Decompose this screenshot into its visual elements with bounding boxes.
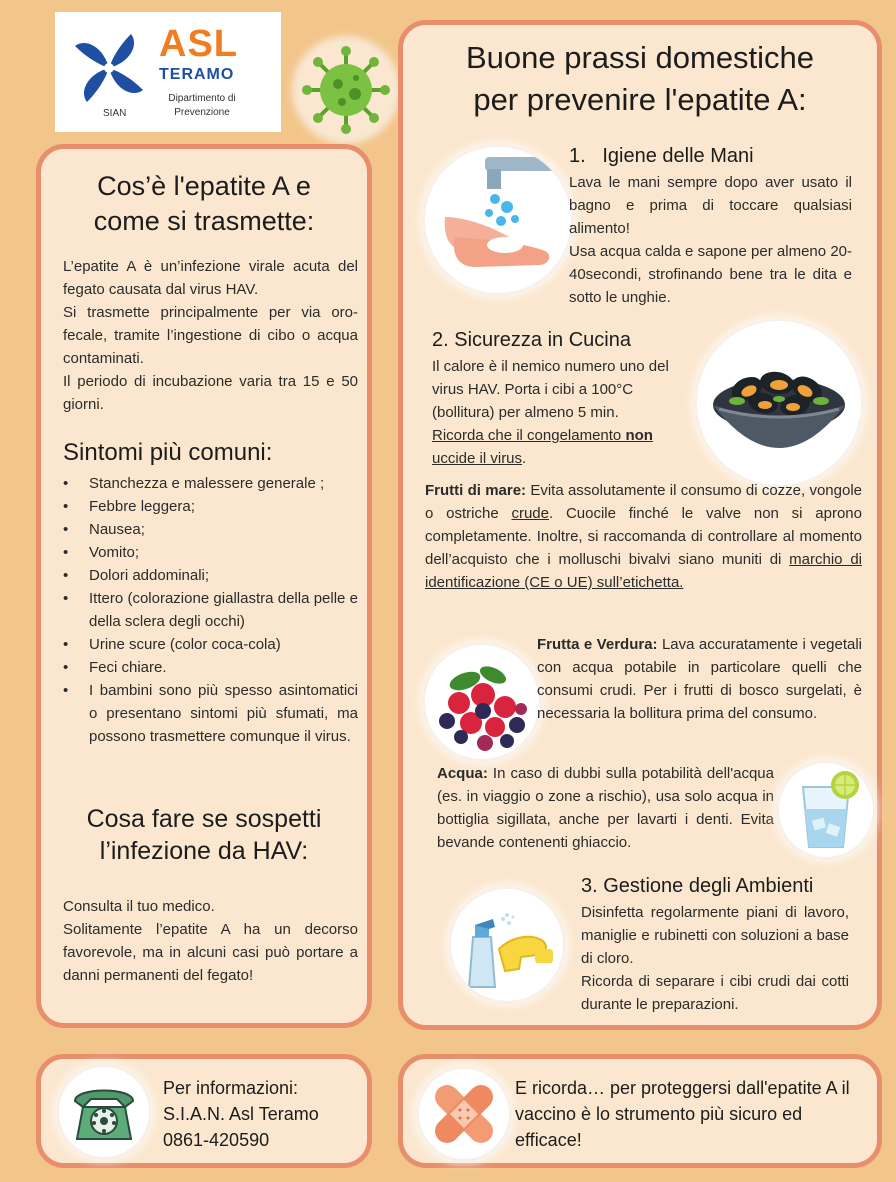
hand-hygiene-paragraph: Lava le mani sempre dopo aver usato il bagno e prima di toccare qualsiasi alimento! [569, 174, 852, 237]
contact-phone[interactable]: 0861-420590 [163, 1130, 270, 1150]
practices-title-line1: Buone prassi domestiche [465, 40, 815, 75]
symptom-item: • Vomito; [63, 541, 358, 564]
section-title: Igiene delle Mani [602, 145, 754, 167]
what-is-title-line2: come si trasmette: [93, 205, 315, 236]
intro-text [63, 255, 358, 416]
practices-title [413, 37, 867, 121]
logo-department [155, 92, 249, 120]
what-is-title-line1: Cos’è l'epatite A e [97, 171, 311, 201]
contact-label: Per informazioni: [163, 1078, 299, 1098]
seafood-part: . Cuocile finché le valve non si aprono completamente. Inoltre, si raccomanda di controllare al momento dell’acquisto che i molluschi bivalvi siano muniti di [425, 505, 862, 568]
contact-text [163, 1075, 319, 1153]
freeze-note-emphasis: non [625, 427, 653, 444]
what-is-title [51, 169, 357, 238]
logo-department-line2: Prevenzione [174, 107, 230, 118]
suspect-text [63, 895, 358, 987]
practices-title-line2: per prevenire l'epatite A: [473, 82, 807, 117]
freeze-note-part: uccide il virus [432, 450, 523, 467]
virus-icon [298, 42, 394, 138]
kitchen-paragraph: Il calore è il nemico numero uno del virus HAV. Porta i cibi a 100°C (bollitura) per almeno 5 min. [432, 358, 669, 421]
hepatitis-info-panel [36, 144, 372, 1028]
good-practices-panel [398, 20, 882, 1030]
water-label: Acqua: [437, 765, 488, 782]
section-environment-title: 3. Gestione degli Ambienti [581, 875, 814, 897]
suspect-title-line1: Cosa fare se sospetti [86, 805, 322, 833]
contact-info-panel [36, 1054, 372, 1168]
seafood-raw-emphasis: crude [511, 505, 549, 522]
kitchen-text [432, 355, 692, 470]
symptom-item: • Feci chiare. [63, 656, 358, 679]
water-body: In caso di dubbi sulla potabilità dell'acqua (es. in viaggio o zone a rischio), usa solo acqua in bottiglia sigillata, anche per lavarti i denti. Evita bevande contenenti ghiaccio. [437, 765, 774, 851]
seafood-text [425, 479, 862, 594]
fruit-veg-text [537, 633, 862, 725]
environment-paragraph: Disinfetta regolarmente piani di lavoro, maniglie e rubinetti con soluzioni a base di cloro. [581, 904, 849, 967]
symptom-item: • Dolori addominali; [63, 564, 358, 587]
symptom-item: • Urine scure (color coca-cola) [63, 633, 358, 656]
suspect-paragraph: Consulta il tuo medico. [63, 898, 215, 915]
telephone-icon [59, 1067, 149, 1157]
intro-paragraph: L’epatite A è un’infezione virale acuta del fegato causata dal virus HAV. [63, 258, 358, 298]
environment-text [581, 901, 849, 1016]
symptom-item: • Ittero (colorazione giallastra della pelle e della sclera degli occhi) [63, 587, 358, 633]
vaccine-message: E ricorda… per proteggersi dall'epatite A il vaccino è lo strumento più sicuro ed efficace! [515, 1078, 850, 1150]
freeze-note-part: Ricorda che il congelamento [432, 427, 626, 444]
asl-brand: ASL [159, 23, 238, 65]
symptoms-title: Sintomi più comuni: [63, 439, 273, 466]
symptom-item: • Nausea; [63, 518, 358, 541]
asl-logo [55, 12, 281, 132]
environment-paragraph: Ricorda di separare i cibi crudi dai cotti durante le preparazioni. [581, 973, 849, 1013]
contact-office: S.I.A.N. Asl Teramo [163, 1104, 319, 1124]
seafood-label: Frutti di mare: [425, 482, 527, 499]
handwash-icon [425, 147, 571, 293]
spray-glove-icon [451, 889, 563, 1001]
section-hand-hygiene-title [569, 145, 754, 168]
fruit-veg-label: Frutta e Verdura: [537, 636, 658, 653]
bandage-icon [419, 1069, 509, 1159]
symptom-item: • Febbre leggera; [63, 495, 358, 518]
berries-icon [425, 645, 539, 759]
symptom-item: • I bambini sono più spesso asintomatici o presentano sintomi più sfumati, ma possono trasmettere comunque il virus. [63, 679, 358, 748]
mussels-bowl-icon [697, 321, 861, 485]
intro-paragraph: Il periodo di incubazione varia tra 15 e 50 giorni. [63, 373, 358, 413]
suspect-paragraph: Solitamente l’epatite A ha un decorso favorevole, ma in alcuni casi può portare a danni permanenti del fegato! [63, 921, 358, 984]
intro-paragraph: Si trasmette principalmente per via oro-fecale, tramite l’ingestione di cibo o acqua contaminati. [63, 304, 358, 367]
seafood-part: Evita assolutamente il consumo di cozze, vongole o ostriche [425, 482, 862, 522]
water-text [437, 762, 774, 854]
symptoms-list [63, 472, 358, 748]
hand-hygiene-paragraph: Usa acqua calda e sapone per almeno 20-40secondi, strofinando bene tra le dita e sotto le unghie. [569, 243, 852, 306]
water-glass-icon [779, 763, 873, 857]
suspect-title [51, 803, 357, 867]
section-number: 1. [569, 145, 586, 167]
suspect-title-line2: l’infezione da HAV: [99, 837, 309, 865]
section-kitchen-title: 2. Sicurezza in Cucina [432, 329, 631, 351]
asl-city: TERAMO [159, 66, 235, 83]
symptom-item: • Stanchezza e malessere generale ; [63, 472, 358, 495]
fruit-veg-body: Lava accuratamente i vegetali con acqua potabile in particolare quelli che consumi crudi. Per i frutti di bosco surgelati, è necessaria la bollitura prima del consumo. [537, 636, 863, 722]
freeze-note-end: . [522, 450, 527, 467]
logo-unit: SIAN [103, 108, 127, 119]
vaccine-panel [398, 1054, 882, 1168]
logo-department-line1: Dipartimento di [168, 93, 236, 104]
seafood-mark-emphasis: marchio di identificazione (CE o UE) sull’etichetta. [425, 551, 862, 591]
hand-hygiene-text [569, 171, 852, 309]
asl-propeller-icon [69, 26, 149, 110]
kitchen-freeze-note [432, 424, 692, 470]
